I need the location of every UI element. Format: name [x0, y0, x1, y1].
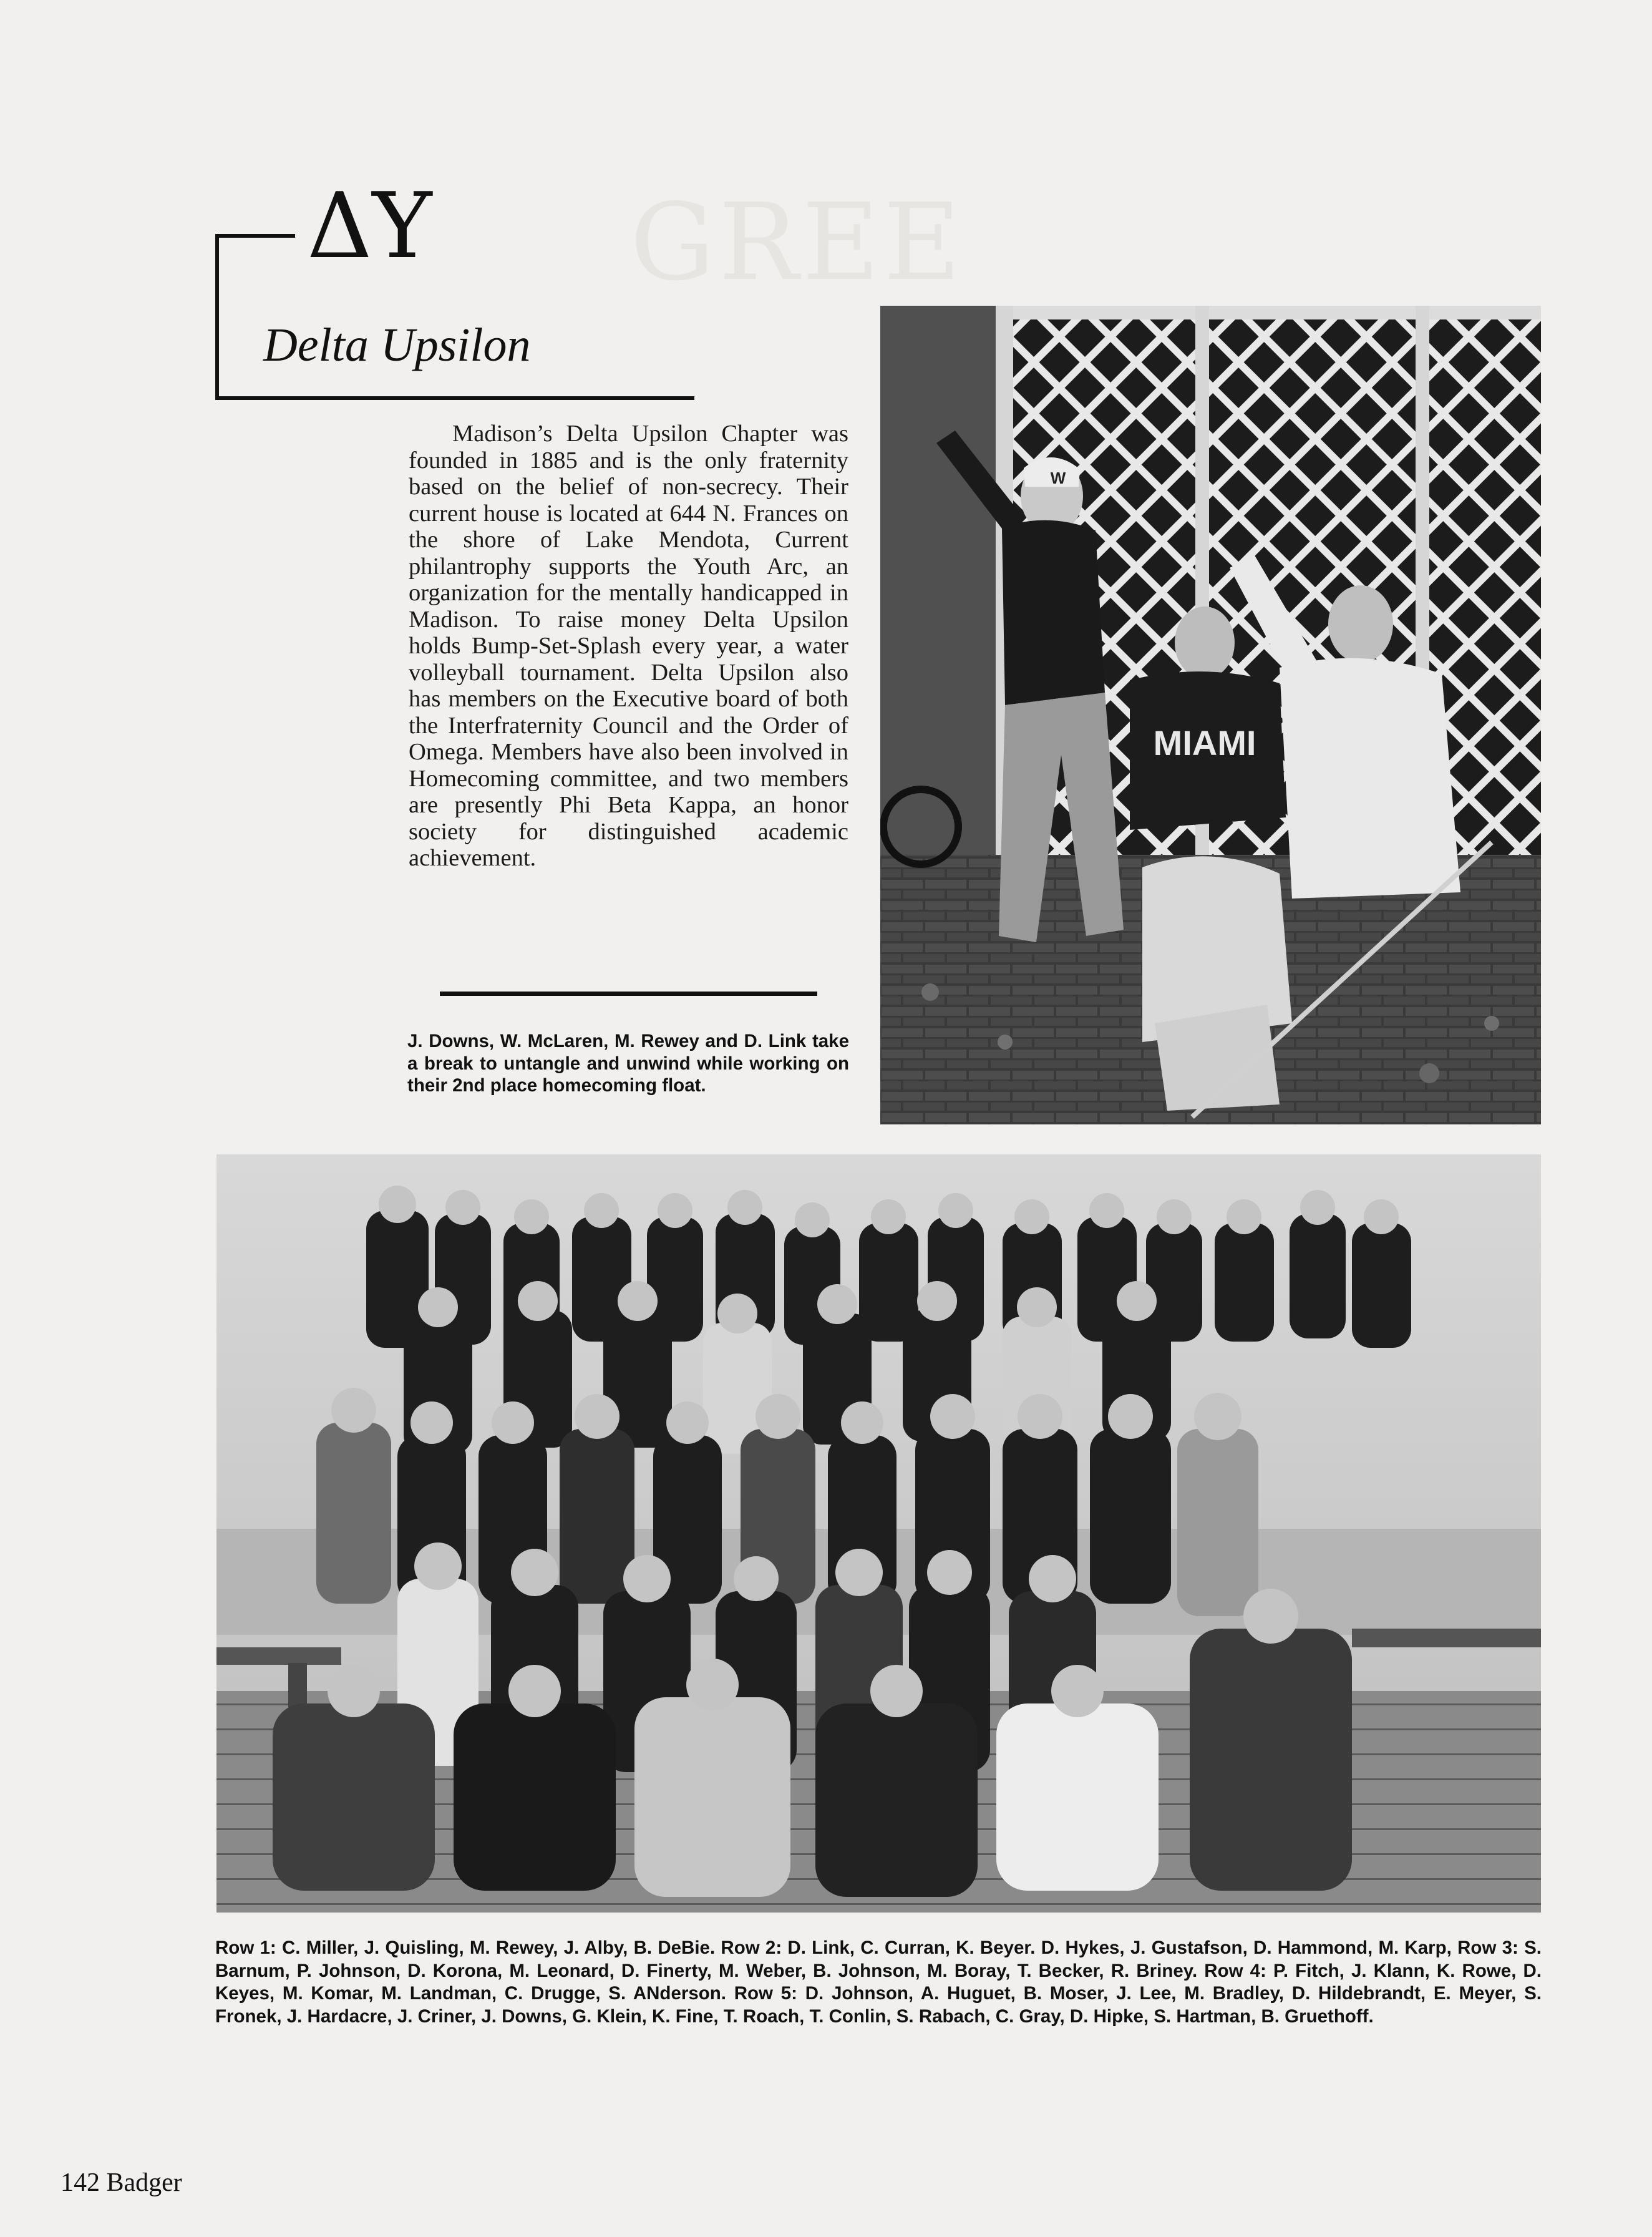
- float-work-photo: [880, 306, 1541, 1124]
- sweatshirt-text: MIAMI: [1153, 723, 1256, 763]
- group-photo-image: [216, 1154, 1541, 1913]
- page-folio: 142 Badger: [61, 2168, 182, 2197]
- group-photo-caption: Row 1: C. Miller, J. Quisling, M. Rewey, J. Alby, B. DeBie. Row 2: D. Link, C. Curran, K. Beyer. D. Hykes, J. Gustafson, D. Hammond, M. Karp, Row 3: S. Barnum, P. Johnson, D. Korona, M. Leonard, D. Finerty, M. Weber, B. Johnson, M. Boray, T. Becker, R. Briney. Row 4: P. Fitch, J. Klann, K. Rowe, D. Keyes, M. Komar, M. Landman, C. Drugge, S. ANderson. Row 5: D. Johnson, A. Huguet, B. Moser, J. Lee, M. Bradley, D. Hildebrandt, E. Meyer, S. Fronek, J. Hardacre, J. Criner, J. Downs, G. Klein, K. Fine, T. Roach, T. Conlin, S. Rabach, C. Gray, D. Hipke, S. Hartman, B. Gruethoff.: [215, 1937, 1542, 2027]
- group-photo: [216, 1154, 1541, 1913]
- caption-divider: [440, 992, 817, 996]
- greek-letters: ΔY: [307, 173, 432, 279]
- chapter-name: Delta Upsilon: [263, 319, 531, 371]
- cap-letter: W: [1050, 469, 1066, 487]
- header-bracket: [215, 234, 694, 400]
- float-work-photo-image: [880, 306, 1541, 1124]
- float-photo-caption: J. Downs, W. McLaren, M. Rewey and D. Link take a break to untangle and unwind while working on their 2nd place homecoming float.: [407, 1031, 849, 1096]
- header-bracket-top: [215, 234, 295, 238]
- bleed-through-text: GREE: [630, 181, 964, 305]
- chapter-description: Madison’s Delta Upsilon Chapter was founded in 1885 and is the only fraternity based on the belief of non-secrecy. Their current house is located at 644 N. Frances on the shore of Lake Mendota, Current philantrophy supports the Youth Arc, an organization for the mentally handicapped in Madison. To raise money Delta Upsilon holds Bump-Set-Splash every year, a water volleyball tournament. Delta Upsilon also has members on the Executive board of both the Interfraternity Council and the Order of Omega. Members have also been involved in Homecoming committee, and two members are presently Phi Beta Kappa, an honor society for distinguished academic achievement.: [409, 421, 848, 871]
